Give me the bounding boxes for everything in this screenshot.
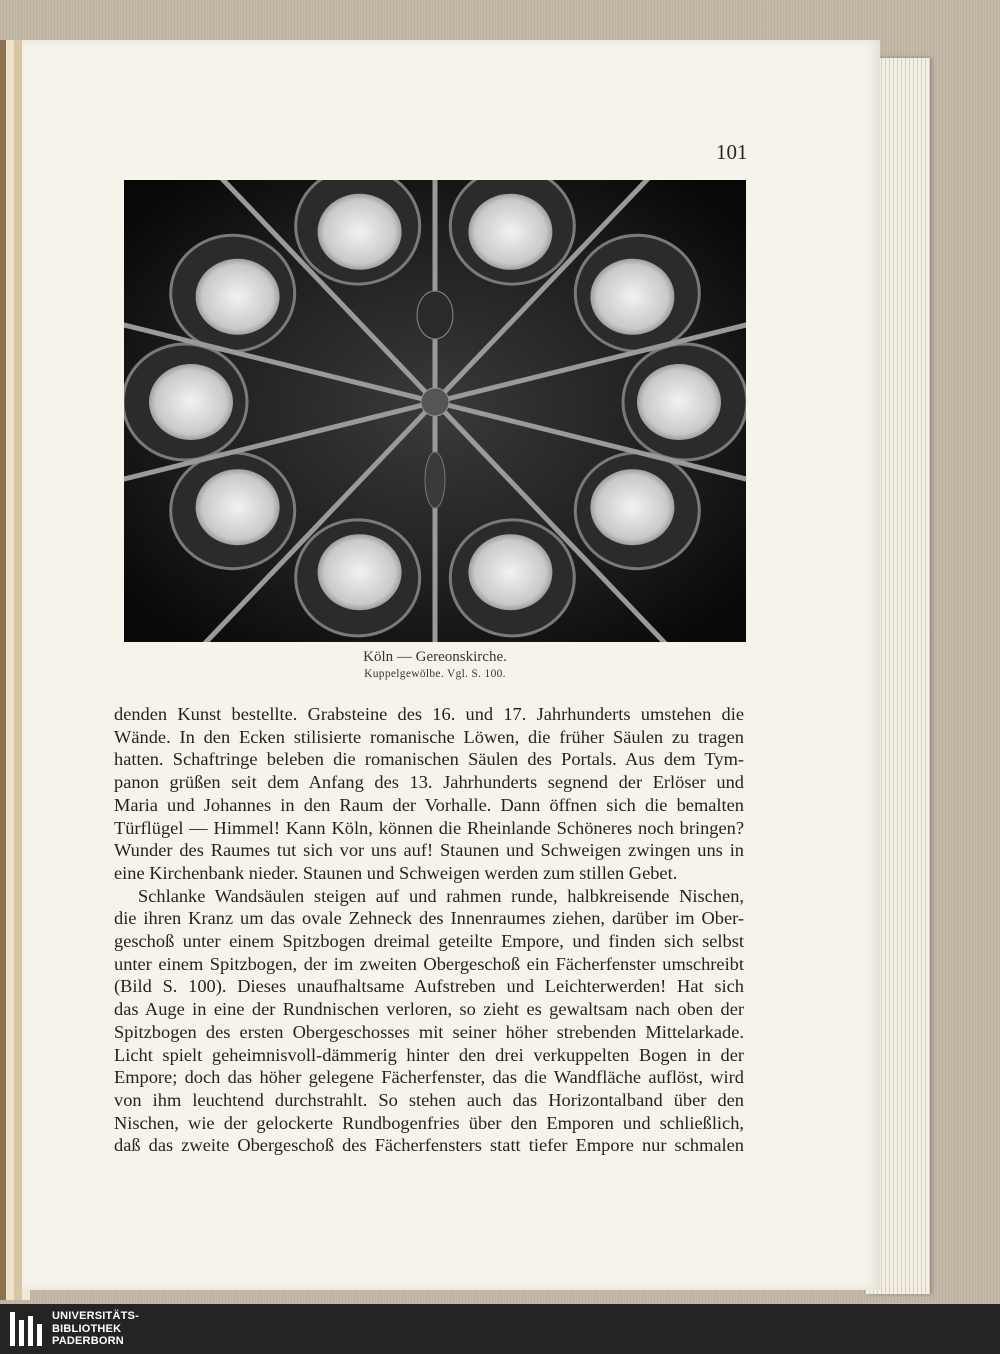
dome-window (468, 194, 552, 270)
text-line: Wände. In den Ecken stilisierte romanische Löwen, die früher Säulen zu tragen (114, 726, 744, 747)
dome-window (468, 534, 552, 610)
text-line: panon grüßen seit dem Anfang des 13. Jahrhunderts segnend der Erlöser und (114, 772, 744, 793)
dome-window (318, 534, 402, 610)
figure-caption-title: Köln — Gereonskirche. (363, 649, 507, 665)
text-line: Licht spielt geheimnisvoll-dämmerig hinter den drei verkuppelten Bogen in der (114, 1044, 744, 1065)
dome-window (318, 194, 402, 270)
text-line: daß das zweite Obergeschoß des Fächerfensters statt tiefer Empore nur schmalen (114, 1135, 744, 1156)
text-line: von ihm leuchtend durchstrahlt. So stehen auch das Horizontalband über den (114, 1089, 744, 1110)
text-line: hatten. Schaftringe beleben die romanischen Säulen des Portals. Aus dem Tym- (114, 749, 744, 770)
text-line: Schlanke Wandsäulen steigen auf und rahmen runde, halbkreisende Nischen, (138, 885, 744, 906)
text-line: Türflügel — Himmel! Kann Köln, können die Rheinlande Schöneres noch bringen? (114, 817, 744, 838)
figure-caption-subtitle: Kuppelgewölbe. Vgl. S. 100. (364, 668, 506, 680)
library-name-line: PADERBORN (52, 1335, 124, 1347)
dome-window (196, 259, 280, 335)
text-line: (Bild S. 100). Dieses unaufhaltsame Aufstreben und Leichterwerden! Hat sich (114, 976, 744, 997)
text-line: denden Kunst bestellte. Grabsteine des 16. und 17. Jahrhunderts umstehen die (114, 704, 744, 724)
text-line: Empore; doch das höher gelegene Fächerfenster, das die Wandfläche auflöst, wird (114, 1067, 744, 1088)
text-line: Nischen, wie der gelockerte Rundbogenfries über den Emporen und schließlich, (114, 1112, 744, 1133)
text-line: Maria und Johannes in den Raum der Vorhalle. Dann öffnen sich die bemalten (114, 794, 744, 815)
dome-vault-illustration (124, 180, 746, 642)
library-name-line: BIBLIOTHEK (52, 1322, 122, 1335)
dome-window (149, 364, 233, 440)
text-line: Wunder des Raumes tut sich vor uns auf! Staunen und Schweigen zwingen uns in (114, 840, 744, 861)
dome-photograph (124, 180, 746, 642)
dome-window (590, 259, 674, 335)
text-line: geschoß unter einem Spitzbogen dreimal geteilte Empore, und finden sich selbst (114, 931, 744, 952)
dome-window (637, 364, 721, 440)
library-name (52, 1310, 139, 1348)
text-line: Spitzbogen des ersten Obergeschosses mit seiner höher strebenden Mittelarkade. (114, 1021, 744, 1042)
text-line: eine Kirchenbank nieder. Staunen und Schweigen werden zum stillen Gebet. (114, 862, 678, 883)
text-line: unter einem Spitzbogen, der im zweiten Obergeschoß ein Fächerfenster umschreibt (114, 953, 744, 974)
text-line: das Auge in eine der Rundnischen verloren, so zieht es gewaltsam nach oben der (114, 999, 744, 1020)
dome-window (196, 469, 280, 545)
library-footer-bar (0, 1304, 1000, 1354)
dome-window (590, 469, 674, 545)
library-name-line: UNIVERSITÄTS- (52, 1310, 139, 1322)
library-logo-icon (10, 1312, 42, 1346)
page-number: 101 (716, 140, 748, 164)
text-line: die ihren Kranz um das ovale Zehneck des Innenraumes ziehen, darüber im Ober- (114, 908, 744, 929)
body-text (114, 703, 744, 1157)
